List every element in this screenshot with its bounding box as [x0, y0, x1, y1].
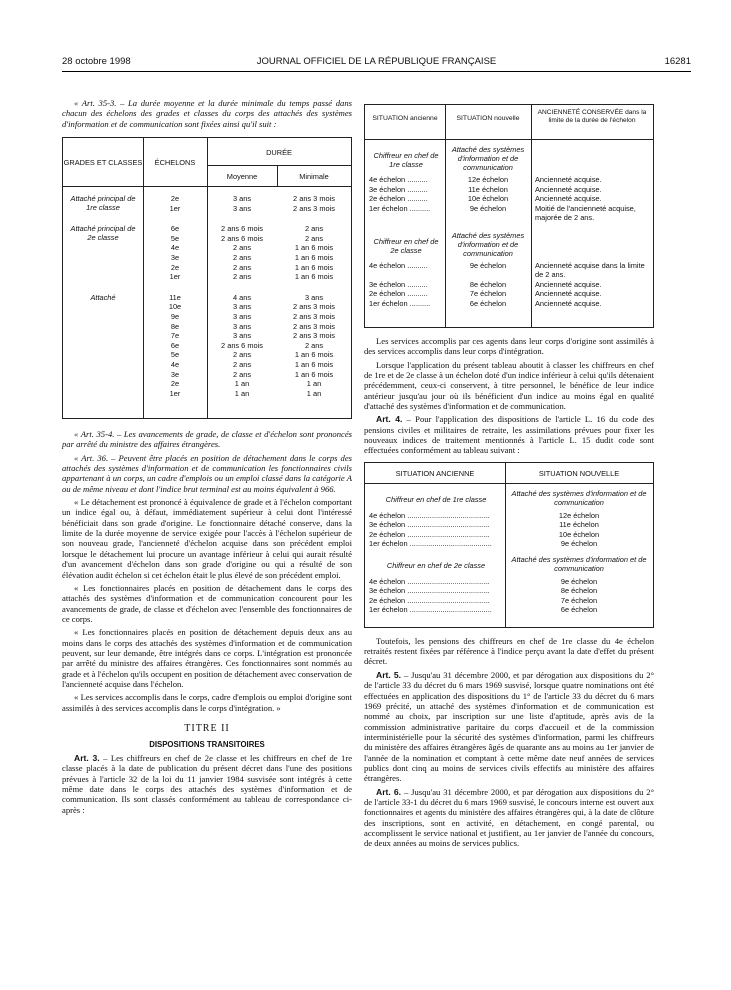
header-date: 28 octobre 1998	[62, 56, 131, 67]
old-echelon-cell: 1er échelon ........................................	[369, 605, 492, 615]
art-4-paragraph	[364, 414, 654, 455]
anciennete-cell: Ancienneté acquise dans la limite de 2 ans.	[535, 260, 645, 279]
minimale-cell: 1 an 6 mois	[294, 360, 334, 370]
old-echelon-cell: 4e échelon ........................................	[369, 510, 490, 520]
old-grade-label: Chiffreur en chef de 2e classe	[373, 236, 439, 255]
new-grade-label: Attaché des systèmes d'information et de communication	[511, 554, 647, 573]
header-situation-ancienne: SITUATION ancienne	[372, 115, 438, 122]
services-paragraph: « Les services accomplis dans le corps, cadre d'emplois ou emploi d'origine sont assimilés à des services accomplis dans le corps d'intégration. »	[62, 692, 352, 713]
echelon-cell: 2e	[170, 379, 180, 389]
echelon-cell: 10e	[168, 302, 182, 312]
anciennete-cell: Moitié de l'ancienneté acquise, majorée de 2 ans.	[535, 203, 636, 222]
new-echelon-cell: 6e échelon	[469, 298, 507, 308]
minimale-cell: 2 ans	[304, 233, 324, 243]
echelon-cell: 4e	[170, 243, 180, 253]
art-3-text: – Les chiffreurs en chef de 2e classe et les chiffreurs en chef de 1re classe placés à la date de publication du présent décret dans l'une des positions prévues à l'article 32 de la loi du 11 janvier 1984 susvisée sont intégrés à cette même date dans le corps des attachés des systèmes d'information et de communication. Ils sont classés conformément au tableau de correspondance ci-après :	[62, 752, 353, 815]
echelon-cell: 1er	[169, 388, 181, 398]
art-3-label: Art. 3.	[74, 752, 100, 763]
anciennete-cell: Ancienneté acquise.	[535, 279, 602, 289]
anciennete-cell: Ancienneté acquise.	[535, 289, 602, 298]
minimale-cell: 1 an 6 mois	[294, 369, 334, 379]
old-grade-label: Chiffreur en chef de 2e classe	[386, 560, 486, 570]
moyenne-cell: 2 ans	[232, 262, 252, 272]
moyenne-cell: 2 ans	[232, 243, 252, 253]
minimale-cell: 2 ans 3 mois	[293, 203, 335, 213]
art-5-label: Art. 5.	[376, 669, 402, 680]
duree-table	[62, 137, 352, 419]
echelon-cell: 6e	[170, 224, 180, 234]
echelon-cell: 1er	[169, 203, 181, 213]
moyenne-cell: 2 ans	[232, 272, 252, 282]
new-grade-label: Attaché des systèmes d'information et de communication	[451, 230, 525, 258]
echelon-cell: 5e	[170, 350, 180, 360]
new-echelon-cell: 11e échelon	[559, 520, 599, 530]
minimale-cell: 2 ans 3 mois	[293, 302, 335, 312]
anciennete-cell: Ancienneté acquise.	[535, 175, 602, 184]
new-echelon-cell: 6e échelon	[560, 605, 598, 615]
moyenne-cell: 2 ans	[232, 253, 252, 263]
minimale-cell: 2 ans 3 mois	[293, 312, 335, 322]
minimale-cell: 3 ans	[304, 292, 324, 302]
minimale-cell: 1 an	[306, 379, 322, 389]
header-anciennete: ANCIENNETÉ CONSERVÉE dans la limite de la durée de l'échelon	[537, 109, 647, 124]
header-situation-ancienne-2: SITUATION ANCIENNE	[395, 468, 475, 478]
correspondance-table	[364, 104, 654, 328]
anciennete-cell: Ancienneté acquise.	[535, 298, 602, 308]
page-header	[62, 56, 691, 70]
header-grades: GRADES ET CLASSES	[63, 158, 143, 168]
old-echelon-cell: 4e échelon ..........	[369, 260, 428, 270]
new-echelon-cell: 8e échelon	[560, 586, 598, 596]
minimale-cell: 1 an 6 mois	[294, 243, 334, 253]
new-grade-label: Attaché des systèmes d'information et de communication	[451, 145, 525, 172]
art-35-4-paragraph: « Art. 35-4. – Les avancements de grade, de classe et d'échelon sont prononcés par arrêté du ministre des affaires étrangères.	[62, 429, 352, 450]
art-36-paragraph: « Art. 36. – Peuvent être placés en position de détachement dans le corps des attachés des systèmes d'information et de communication les fonctionnaires civils appartenant à un corps, un cadre d'emplois ou un emploi classé dans la catégorie A ou de même niveau et dont l'indice brut terminal est au moins équivalent à 966.	[62, 452, 352, 494]
moyenne-cell: 2 ans	[232, 350, 252, 360]
art-6-text: – Jusqu'au 31 décembre 2000, et par dérogation aux dispositions du 2° de l'article 33-1 du décret du 6 mars 1969 susvisé, le concours interne est ouvert aux fonctionnaires et agents du ministère des affaires étrangères qui, à la date de clôture des inscriptions, sont en activité, en détachement, en congé parental, ou accomplissent le service national et justifient, au 1er janvier de l'année du concours, de deux années au moins de services publics.	[364, 786, 655, 849]
old-echelon-cell: 4e échelon ..........	[369, 175, 428, 184]
moyenne-cell: 3 ans	[232, 203, 252, 213]
minimale-cell: 1 an 6 mois	[294, 272, 334, 282]
avancement-paragraph: « Les fonctionnaires placés en position de détachement dans le corps des attachés des systèmes d'information et de communication concourent pour les avancements de grade, de classe et d'échelon avec l'ensemble des fonctionnaires de ce corps.	[62, 582, 352, 624]
old-echelon-cell: 1er échelon ..........	[369, 203, 431, 213]
old-echelon-cell: 1er échelon ..........	[369, 298, 431, 308]
moyenne-cell: 3 ans	[232, 312, 252, 322]
header-minimale: Minimale	[299, 172, 329, 182]
old-echelon-cell: 3e échelon ..........	[369, 184, 428, 194]
moyenne-cell: 3 ans	[232, 194, 252, 204]
minimale-cell: 1 an	[306, 388, 322, 398]
anciennete-cell: Ancienneté acquise.	[535, 184, 602, 194]
echelon-cell: 8e	[170, 321, 180, 331]
art-4-label: Art. 4.	[376, 414, 403, 425]
new-echelon-cell: 8e échelon	[469, 279, 507, 289]
new-echelon-cell: 9e échelon	[560, 576, 598, 586]
moyenne-cell: 2 ans 6 mois	[221, 233, 263, 243]
moyenne-cell: 3 ans	[232, 302, 252, 312]
minimale-cell: 2 ans	[304, 224, 324, 234]
left-column	[62, 98, 352, 818]
old-echelon-cell: 2e échelon ........................................	[369, 595, 490, 605]
detachement-paragraph: « Le détachement est prononcé à équivalence de grade et à l'échelon comportant un indice égal ou, à défaut, immédiatement supérieur à celui dont l'intéressé bénéficiait dans son grade d'origine. Le fonctionnaire détaché conserve, dans la limite de la durée moyenne de service exigée pour l'accès à l'échelon supérieur de son nouveau grade, l'ancienneté d'échelon acquise dans son précédent emploi lorsque le détachement lui procure un avantage inférieur à celui qui aurait résulté d'un avancement d'échelon dans son grade d'origine ou qui a résulté de son élévation audit échelon si cet échelon était le plus élevé de son précédent emploi.	[62, 497, 352, 580]
art-35-3-paragraph: « Art. 35-3. – La durée moyenne et la durée minimale du temps passé dans chacun des échelons des grades et classes du corps des attachés des systèmes d'information et de communication sont fixées ainsi qu'il suit :	[62, 98, 352, 129]
header-echelons: ÉCHELONS	[154, 158, 196, 168]
moyenne-cell: 2 ans	[232, 360, 252, 370]
art-5-text: – Jusqu'au 31 décembre 2000, et par dérogation aux dispositions du 2° de l'article 33 du décret du 6 mars 1969 susvisé, lorsque quatre nominations ont été effectuées en application des dispositions du 1° de l'article 33 du décret du 6 mars 1969 précité, un attaché des systèmes d'information et de communication est nommé au choix, par inscription sur une liste d'aptitude, après avis de la commission administrative paritaire du corps d'accueil et de la commission interministérielle pour la sécurité des systèmes d'information, parmi les chiffreurs du ministère des affaires étrangères âgés de quarante ans au moins au 1er janvier de l'année de la nomination et comptant à cette même date neuf années de services publics dont cinq au moins de services civils effectifs au ministère des affaires étrangères.	[364, 669, 655, 784]
indice-paragraph: Lorsque l'application du présent tableau aboutit à classer les chiffreurs en chef de 1re et de 2e classe à un échelon doté d'un indice inférieur à celui qu'ils détenaient précédemment, ceux-ci conservent, à titre personnel, le bénéfice de leur indice antérieur jusqu'au jour où ils bénéficient d'un indice au moins égal en qualité d'attaché des systèmes d'information et de communication.	[364, 359, 654, 412]
new-echelon-cell: 12e échelon	[467, 175, 509, 184]
pensions-paragraph: Toutefois, les pensions des chiffreurs en chef de 1re classe du 4e échelon retraités restent fixées par référence à l'indice perçu avant la date d'effet du présent décret.	[364, 635, 654, 667]
echelon-cell: 3e	[170, 369, 180, 379]
moyenne-cell: 3 ans	[232, 331, 252, 341]
echelon-cell: 2e	[170, 194, 180, 204]
new-echelon-cell: 10e échelon	[558, 529, 600, 539]
new-echelon-cell: 10e échelon	[467, 194, 509, 203]
art-3-paragraph	[62, 753, 352, 815]
old-echelon-cell: 2e échelon ..........	[369, 194, 428, 203]
moyenne-cell: 2 ans 6 mois	[221, 224, 263, 234]
grade-label: Attaché	[90, 292, 116, 302]
old-echelon-cell: 3e échelon ........................................	[369, 586, 490, 596]
header-journal-title: JOURNAL OFFICIEL DE LA RÉPUBLIQUE FRANÇAISE	[256, 56, 497, 67]
art-4-text: – Pour l'application des dispositions de l'article L. 16 du code des pensions civiles et militaires de retraite, les assimilations prévues pour fixer les nouveaux indices de traitement mentionnés à l'article L. 15 dudit code sont effectuées conformément au tableau suivant :	[364, 414, 655, 456]
new-grade-label: Attaché des systèmes d'information et de communication	[511, 488, 647, 507]
moyenne-cell: 1 an	[234, 388, 250, 398]
new-echelon-cell: 11e échelon	[468, 184, 508, 194]
minimale-cell: 1 an 6 mois	[294, 253, 334, 263]
moyenne-cell: 2 ans 6 mois	[221, 340, 263, 350]
services-assimiles-paragraph: Les services accomplis par ces agents dans leur corps d'origine sont assimilés à des services accomplis dans leur corps d'intégration.	[364, 336, 654, 357]
pensions-table	[364, 462, 654, 628]
old-echelon-cell: 2e échelon ..........	[369, 289, 428, 298]
art-6-label: Art. 6.	[376, 786, 402, 797]
old-echelon-cell: 2e échelon ........................................	[369, 529, 490, 539]
echelon-cell: 7e	[170, 331, 180, 341]
header-duree: DURÉE	[266, 148, 292, 158]
minimale-cell: 1 an 6 mois	[294, 350, 334, 360]
echelon-cell: 2e	[170, 262, 180, 272]
echelon-cell: 1er	[169, 272, 181, 282]
moyenne-cell: 1 an	[234, 379, 250, 389]
old-echelon-cell: 4e échelon ........................................	[369, 576, 490, 586]
old-echelon-cell: 1er échelon ........................................	[369, 539, 492, 549]
minimale-cell: 2 ans 3 mois	[293, 194, 335, 204]
moyenne-cell: 3 ans	[232, 321, 252, 331]
old-echelon-cell: 3e échelon ........................................	[369, 520, 490, 530]
header-situation-nouvelle-2: SITUATION NOUVELLE	[538, 468, 620, 478]
echelon-cell: 3e	[170, 253, 180, 263]
echelon-cell: 11e	[169, 292, 181, 302]
moyenne-cell: 4 ans	[232, 292, 252, 302]
integration-paragraph: « Les fonctionnaires placés en position de détachement depuis deux ans au moins dans le corps des attachés des systèmes d'information et de communication peuvent, sur leur demande, être intégrés dans ce corps. L'intégration est prononcée par arrêté du ministre des affaires étrangères. Ces fonctionnaires sont nommés au grade et à l'échelon qu'ils occupent en position de détachement avec conservation de l'ancienneté acquise dans l'échelon.	[62, 627, 352, 689]
grade-label: Attaché principal de 2e classe	[70, 224, 136, 243]
art-6-paragraph	[364, 787, 654, 849]
new-echelon-cell: 9e échelon	[469, 260, 507, 270]
art-5-paragraph	[364, 670, 654, 784]
moyenne-cell: 2 ans	[232, 369, 252, 379]
right-column	[364, 104, 654, 852]
old-echelon-cell: 3e échelon ..........	[369, 279, 428, 289]
new-echelon-cell: 9e échelon	[469, 203, 507, 213]
grade-label: Attaché principal de 1re classe	[70, 194, 136, 213]
header-page-number: 16281	[664, 56, 691, 67]
new-echelon-cell: 9e échelon	[560, 539, 598, 549]
old-grade-label: Chiffreur en chef de 1re classe	[373, 151, 439, 169]
header-rule	[62, 71, 691, 72]
header-moyenne: Moyenne	[226, 172, 258, 182]
echelon-cell: 4e	[170, 360, 180, 370]
titre-heading: TITRE II	[184, 722, 230, 734]
echelon-cell: 9e	[170, 312, 180, 322]
old-grade-label: Chiffreur en chef de 1re classe	[385, 494, 487, 504]
header-situation-nouvelle: SITUATION nouvelle	[456, 115, 520, 122]
new-echelon-cell: 7e échelon	[469, 289, 507, 298]
minimale-cell: 1 an 6 mois	[294, 262, 334, 272]
new-echelon-cell: 12e échelon	[558, 510, 600, 520]
minimale-cell: 2 ans 3 mois	[293, 321, 335, 331]
echelon-cell: 6e	[170, 340, 180, 350]
anciennete-cell: Ancienneté acquise.	[535, 194, 602, 203]
minimale-cell: 2 ans	[304, 340, 324, 350]
minimale-cell: 2 ans 3 mois	[293, 331, 335, 341]
dispositions-heading: DISPOSITIONS TRANSITOIRES	[149, 739, 265, 749]
new-echelon-cell: 7e échelon	[560, 595, 598, 605]
echelon-cell: 5e	[170, 233, 180, 243]
